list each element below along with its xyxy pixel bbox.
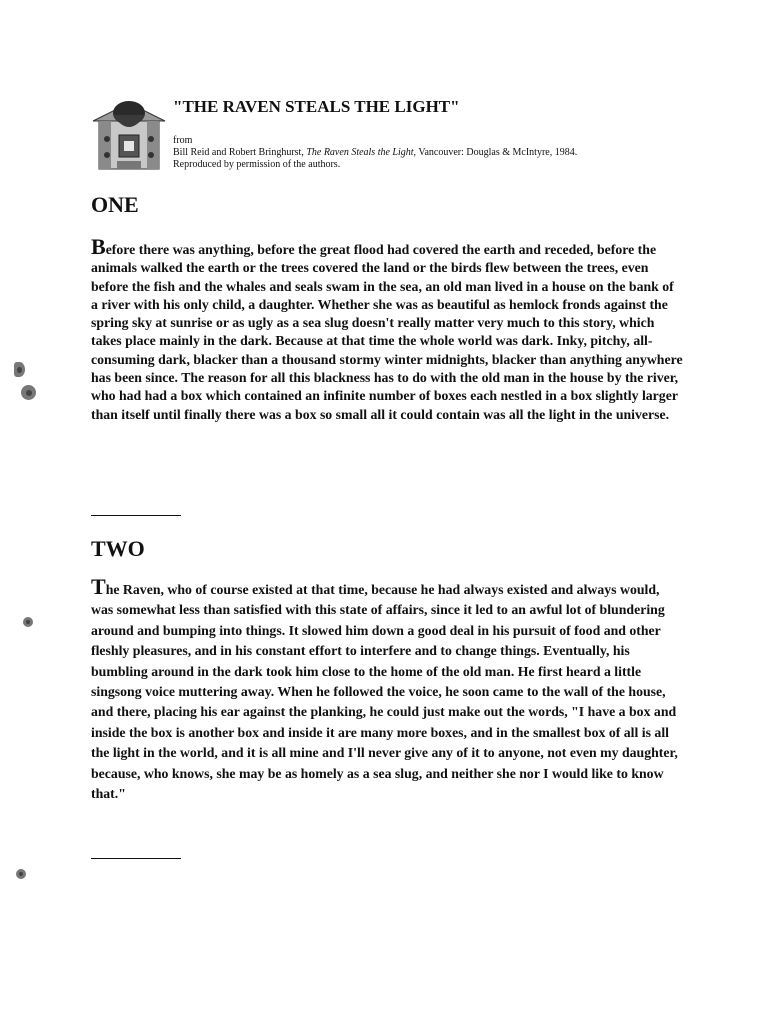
section-two-paragraph xyxy=(91,574,683,804)
section-heading-one: ONE xyxy=(91,192,139,217)
section-heading-two: TWO xyxy=(91,536,145,561)
decorative-dot-icon xyxy=(16,869,26,879)
citation-authors: Bill Reid and Robert Bringhurst, xyxy=(173,147,307,158)
drop-cap: B xyxy=(91,234,106,259)
citation-block xyxy=(173,135,577,171)
raven-house-crest-icon xyxy=(91,95,167,171)
decorative-dot-icon xyxy=(14,362,25,377)
citation-permission: Reproduced by permission of the authors. xyxy=(173,159,341,170)
decorative-dot-icon xyxy=(21,385,36,400)
paragraph-text: he Raven, who of course existed at that time, because he had always existed and always would, was somewhat less than satisfied with this state of affairs, since it led to an awful lot of blundering around and bumping into things. It slowed him down a good deal in his pursuit of food and other fleshly pleasures, and in his constant effort to interfere and to change things. Eventually, his bumbling around in the dark took him close to the home of the old man. He first heard a little singsong voice muttering away. When he followed the voice, he soon came to the wall of the house, and there, placing his ear against the planking, he could just make out the words, "I have a box and inside the box is another box and inside it are many more boxes, and in the smallest box of all is all the light in the world, and it is all mine and I'll never give any of it to anyone, not even my daughter, because, who knows, she may be as homely as a sea slug, and neither she nor I would like to know that." xyxy=(91,582,678,802)
decorative-dot-icon xyxy=(23,617,33,627)
citation-source xyxy=(173,147,577,159)
page-title: "THE RAVEN STEALS THE LIGHT" xyxy=(173,97,460,116)
document-header xyxy=(91,95,691,175)
section-one-paragraph xyxy=(91,234,683,424)
drop-cap: T xyxy=(91,574,106,599)
paragraph-text: efore there was anything, before the great flood had covered the earth and receded, before the animals walked the earth or the trees covered the land or the birds flew between the trees, even before the fish and the whales and seals swam in the sea, an old man lived in a house on the bank of a river with his only child, a daughter. Whether she was as beautiful as hemlock fronds against the spring sky at sunrise or as ugly as a sea slug doesn't really matter very much to this story, which takes place mainly in the dark. Because at that time the whole world was dark. Inky, pitchy, all-consuming dark, blacker than a thousand stormy winter midnights, blacker than anything anywhere has been since. The reason for all this blackness has to do with the old man in the house by the river, who had had a box which contained an infinite number of boxes each nestled in a box slightly larger than itself until finally there was a box so small all it could contain was all the light in the universe. xyxy=(91,242,683,422)
citation-from: from xyxy=(173,135,193,146)
section-divider xyxy=(91,515,181,516)
citation-book-title: The Raven Steals the Light xyxy=(306,147,414,158)
citation-publisher: , Vancouver: Douglas & McIntyre, 1984. xyxy=(413,147,578,158)
section-divider xyxy=(91,858,181,859)
